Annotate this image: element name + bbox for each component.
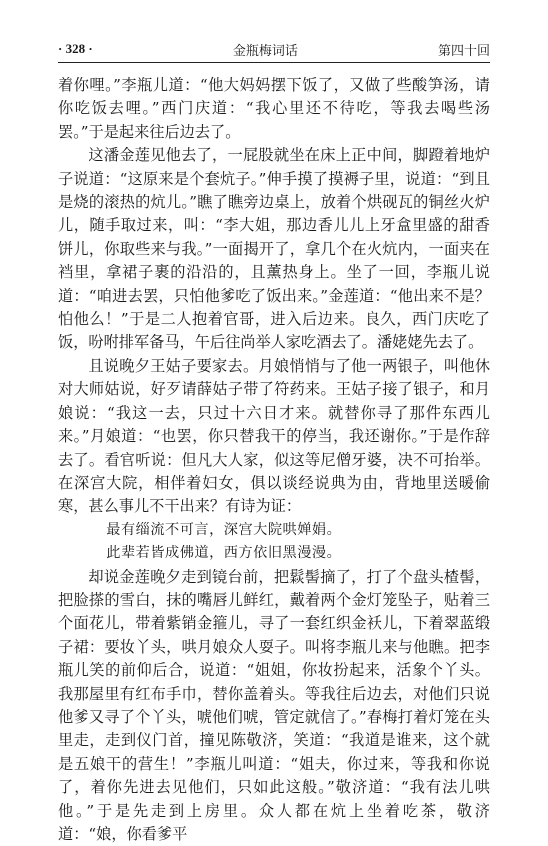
running-header	[58, 38, 490, 60]
chapter-title: 第四十回	[437, 43, 490, 59]
paragraph: 且说晚夕王姑子要家去。月娘悄悄与了他一两银子，叫他休对大师姑说，好歹请薛姑子带了符药来。王姑子接了银子，和月娘说：“我这一去，只过十六日才来。就替你寻了那件东西儿来。”月娘道：“也罢，你只替我干的停当，我还谢你。”于是作辞去了。看官听说：但凡大人家，似这等尼僧牙婆，决不可抬举。在深宫大院，相伴着妇女，俱以谈经说典为由，背地里送暖偷寒，甚么事儿不干出来？有诗为证：	[58, 356, 490, 516]
paragraph: 却说金莲晚夕走到镜台前，把鬏髻摘了，打了个盘头楂髻，把脸搽的雪白，抹的嘴唇儿鲜红，戴着两个金灯笼坠子，贴着三个面花儿，带着紫销金箍儿，寻了一套红织金袄儿，下着翠蓝缎子裙：要妆丫头，哄月娘众人耍子。叫将李瓶儿来与他瞧。把李瓶儿笑的前仰后合，说道：“姐姐，你妆扮起来，活象个丫头。我那屋里有红布手巾，替你盖着头。等我往后边去，对他们只说他爹又寻了个丫头，唬他们唬，管定就信了。”春梅打着灯笼在头里走，走到仪门首，撞见陈敬济，笑道：“我道是谁来，这个就是五娘干的营生！”李瓶儿叫道：“姐夫，你过来，等我和你说了，着你先进去见他们，只如此这般。”敬济道：“我有法儿哄他。”于是先走到上房里。众人都在炕上坐着吃茶，敬济道：“娘，你看爹平	[58, 567, 490, 843]
poem-line: 最有缁流不可言，深宫大院哄婵娟。	[106, 521, 342, 538]
poem-line: 此辈若皆成佛道，西方依旧黑漫漫。	[106, 545, 342, 562]
page-body	[58, 74, 490, 846]
paragraph: 这潘金莲见他去了，一屁股就坐在床上正中间，脚蹬着地炉子说道：“这原来是个套炕子。”伸手摸了摸褥子里，说道：“到且是烧的滚热的炕儿。”瞧了瞧旁边桌上，放着个烘砚瓦的铜丝火炉儿，随手取过来，叫：“李大姐，那边香儿儿上牙盒里盛的甜香饼儿，你取些来与我。”一面揭开了，拿几个在火炕内，一面夹在裆里，拿裙子裹的沿沿的，且薰热身上。坐了一回，李瓶儿说道：“咱进去罢，只怕他爹吃了饭出来。”金莲道：“他出来不是？怕他么！”于是二人抱着官哥，进入后边来。良久，西门庆吃了饭，吩咐排军备马，午后往尚举人家吃酒去了。潘姥姥先去了。	[58, 146, 490, 352]
paragraph: 着你哩。”李瓶儿道：“他大妈妈摆下饭了，又做了些酸笋汤，请你吃饭去哩。”西门庆道：“我心里还不待吃，等我去喝些汤罢。”于是起来往后边去了。	[58, 76, 490, 141]
header-rule	[58, 62, 490, 63]
book-title: 金瓶梅词话	[232, 43, 298, 59]
page-number: · 328 ·	[58, 41, 93, 56]
